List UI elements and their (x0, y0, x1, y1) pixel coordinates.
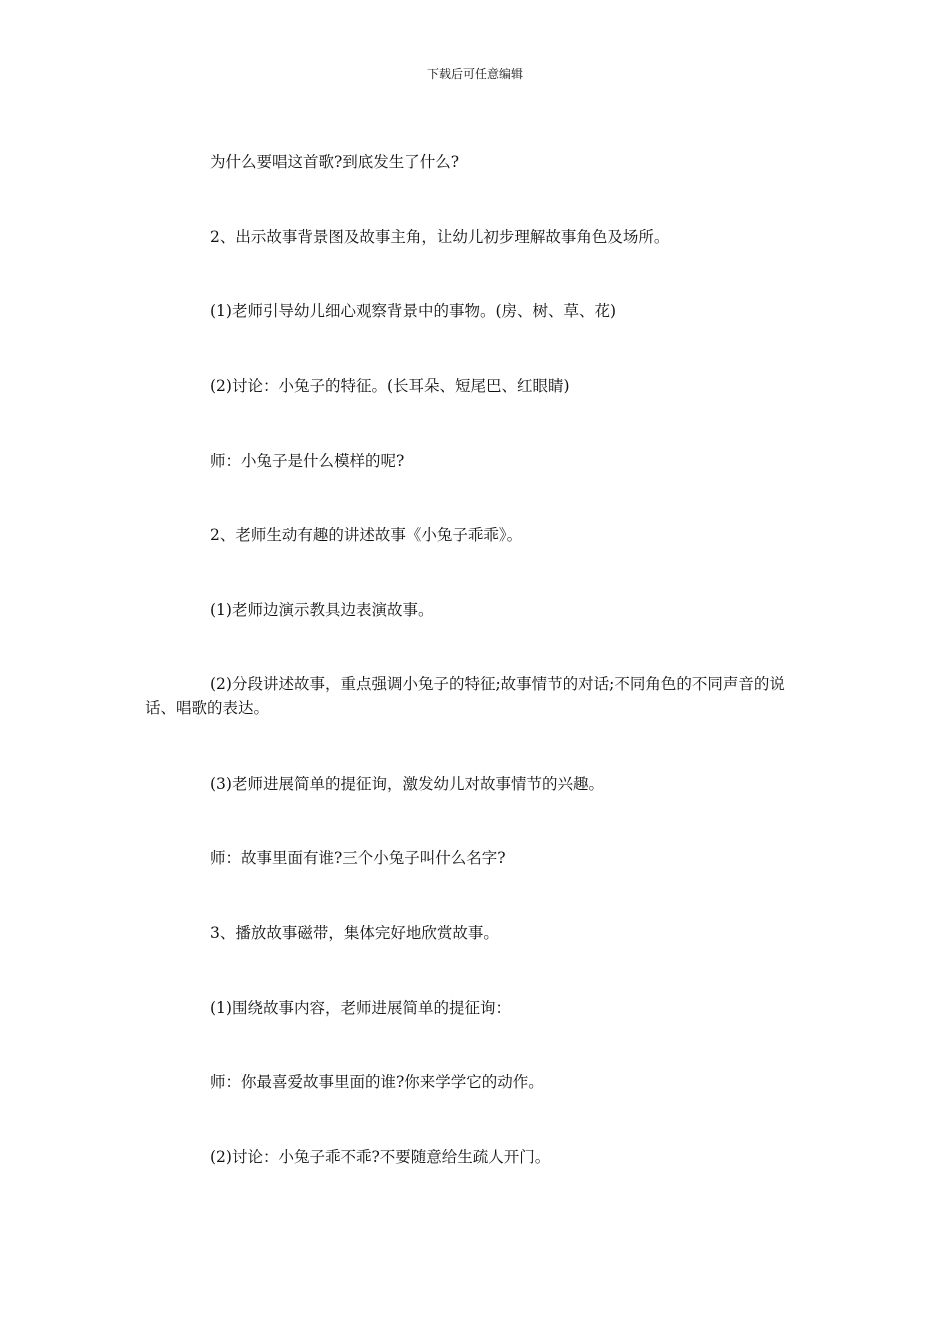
paragraph-1: 为什么要唱这首歌?到底发生了什么? (210, 153, 460, 171)
page-header: 下载后可任意编辑 (426, 67, 523, 81)
paragraph-11: 3、播放故事磁带，集体完好地欣赏故事。 (210, 924, 499, 942)
paragraph-9: (3)老师进展简单的提征询，激发幼儿对故事情节的兴趣。 (210, 775, 604, 793)
paragraph-4: (2)讨论：小兔子的特征。(长耳朵、短尾巴、红眼睛) (210, 377, 570, 395)
paragraph-10: 师：故事里面有谁?三个小兔子叫什么名字? (210, 849, 506, 867)
paragraph-7: (1)老师边演示教具边表演故事。 (210, 601, 434, 619)
paragraph-8: (2)分段讲述故事，重点强调小兔子的特征;故事情节的对话;不同角色的不同声音的说话、唱歌的表达。 (145, 675, 785, 717)
paragraph-2: 2、出示故事背景图及故事主角，让幼儿初步理解故事角色及场所。 (210, 228, 670, 246)
paragraph-3: (1)老师引导幼儿细心观察背景中的事物。(房、树、草、花) (210, 302, 617, 320)
paragraph-5: 师：小兔子是什么模样的呢? (210, 452, 405, 470)
paragraph-12: (1)围绕故事内容，老师进展简单的提征询： (210, 999, 511, 1017)
paragraph-14: (2)讨论：小兔子乖不乖?不要随意给生疏人开门。 (210, 1148, 551, 1166)
paragraph-6: 2、老师生动有趣的讲述故事《小兔子乖乖》。 (210, 526, 523, 544)
paragraph-13: 师：你最喜爱故事里面的谁?你来学学它的动作。 (210, 1073, 544, 1091)
